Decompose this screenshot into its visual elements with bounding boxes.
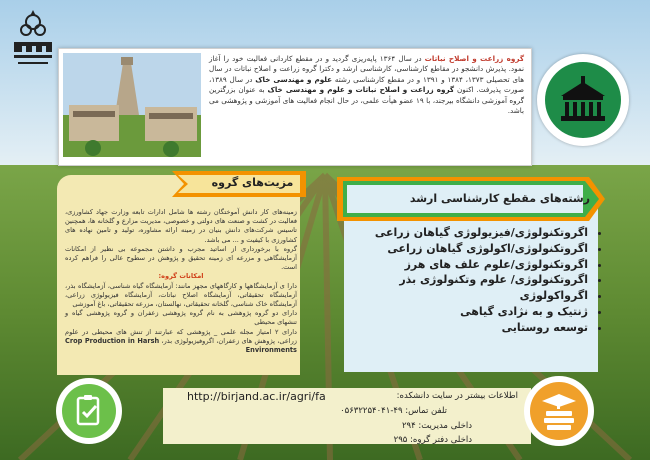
faculty-building-icon xyxy=(545,62,621,138)
programs-title: رشته‌های مقطع کارشناسی ارشد xyxy=(409,192,590,205)
list-item: • ژنتیک و به نژادی گیاهی xyxy=(370,304,588,320)
list-item: • اگروتکنولوژی/ علوم وتکنولوژی بذر xyxy=(370,272,588,288)
list-item: • اگروتکنولوژی/علوم علف های هرز xyxy=(370,257,588,273)
advantages-title: مزیت‌های گروه xyxy=(211,176,294,189)
advantages-text: زمینه‌های کار دانش آموختگان رشته ها شامل ادارات تابعه وزارت جهاد کشاورزی، فعالیت در کشت و صنعت های دولتی و خصوصی، مدیریت مزارع و گلخانه ها، همچنین تاسیس شرکت‌های دانش بنیان در زمینه ارائه مشاوره، تولید و تامین نهاده های کشاورزی با کیفیت و ... می باشد. گروه با برخورداری از اساتید مجرب و داشتن مجموعه بی نظیر از امکانات آزمایشگاهی و مزرعه ای زمینه تحقیق و پژوهش در سطوح عالی را فراهم کرده است. امکانات گروه: دارا ی آزمایشگاهها و کارگاههای مجهز مانند: آزمایشگاه گیاه شناسی، آزمایشگاه بذر، آزمایشگاه تحقیقاتی، آزمایشگاه اصلاح نباتات، آزمایشگاه فیزیولوژی زراعی، آزمایشگاه خاک شناسی، گلخانه تحقیقاتی، نهالستان، مزرعه تحقیقاتی، باغ آموزشی دارای دو گروه پژوهشی به نام گروه پژوهشی زعفران و گروه پژوهشی گیاه و تنشهای محیطی دارای ۲ امتیاز مجله علمی _ پژوهشی که عبارتند از تنش های محیطی در علوم زراعی، پژوهش های زعفران، اگروفیزیولوژی بذر، Crop Production in Harsh Environments xyxy=(65,208,297,355)
list-item: • توسعه روستایی xyxy=(370,320,588,336)
intro-box xyxy=(58,48,532,166)
office-extension: داخلی دفتر گروه: ۲۹۵ xyxy=(393,435,472,445)
programs-list xyxy=(370,225,602,336)
list-item: • اگروتکنولوژی/اکولوژی گیاهان زراعی xyxy=(370,241,588,257)
faculty-photo xyxy=(63,53,201,157)
university-logo-icon xyxy=(8,8,58,70)
checklist-icon xyxy=(62,384,116,438)
faculty-website-link[interactable]: http://birjand.ac.ir/agri/fa xyxy=(187,390,326,403)
head-extension: داخلی مدیریت: ۲۹۴ xyxy=(401,421,472,431)
facilities-heading: امکانات گروه: xyxy=(158,272,204,281)
intro-title: گروه زراعت و اصلاح نباتات xyxy=(424,54,524,63)
list-item: • اگرواکولوژی xyxy=(370,288,588,304)
books-icon xyxy=(530,382,588,440)
books-badge xyxy=(524,376,594,446)
intro-text: گروه زراعت و اصلاح نباتات در سال ۱۳۶۴ پایه‌ریزی گردید و در مقطع کاردانی فعالیت خود را آغاز نمود. پذیرش دانشجو در مقاطع کارشناسی، کارشناسی ارشد و دکترا گروه زراعت و اصلاح نباتات در سال های تحصیلی ۱۳۷۳، ۱۳۸۴ و ۱۳۹۱ و در مقطع کارشناسی رشته علوم و مهندسی خاک در سال ۱۳۸۹، صورت پذیرفت. اکنون گروه زراعت و اصلاح نباتات و علوم و مهندسی خاک به عنوان بزرگترین گروه آموزشی دانشگاه بیرجند، با ۱۹ عضو هیأت علمی، در حال انجام فعالیت های آموزشی و پژوهشی می باشد. xyxy=(209,54,524,116)
checklist-badge xyxy=(56,378,122,444)
faculty-building-badge xyxy=(537,54,629,146)
list-item: • اگروتکنولوژی/فیزیولوژی گیاهان زراعی xyxy=(370,225,588,241)
phone-number: تلفن تماس: ۴۹-۰۵۶۳۲۲۵۴۰۴۱ xyxy=(340,406,447,416)
more-info-label: اطلاعات بیشتر در سایت دانشکده: xyxy=(396,391,518,401)
